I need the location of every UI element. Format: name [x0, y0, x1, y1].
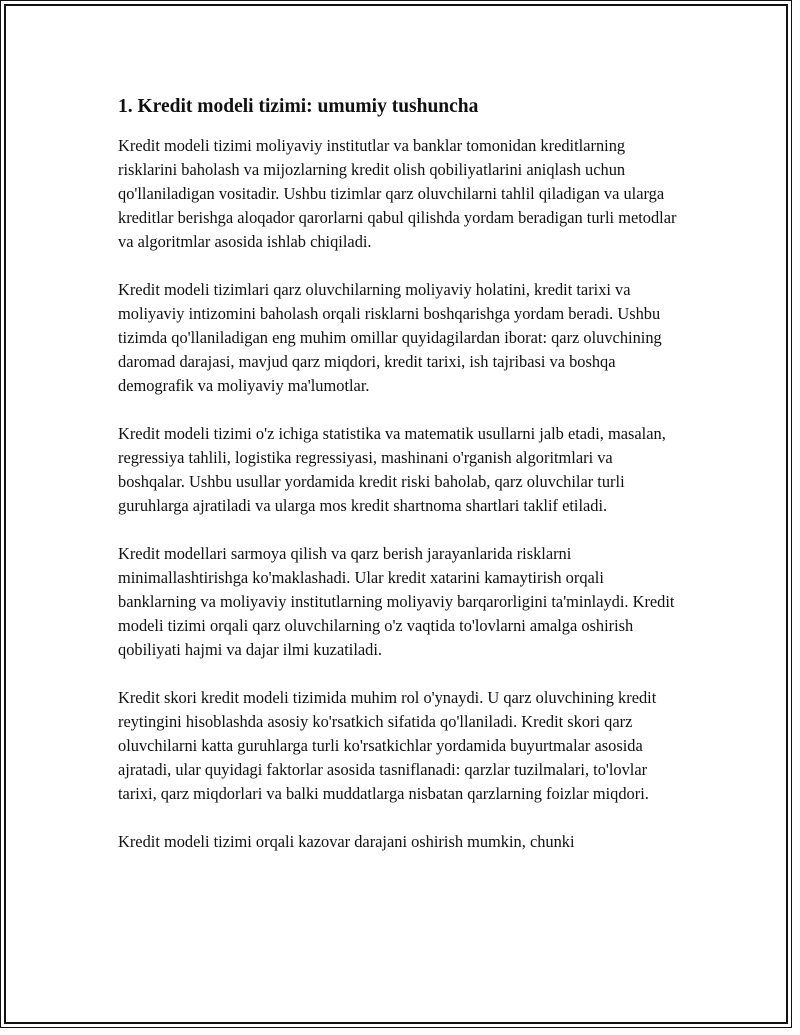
- paragraph-6: Kredit modeli tizimi orqali kazovar darajani oshirish mumkin, chunki: [118, 832, 575, 851]
- paragraph-4: Kredit modellari sarmoya qilish va qarz berish jarayanlarida risklarni minimallashtirishga ko'maklashadi. Ular kredit xatarini kamaytirish orqali banklarning va moliyaviy institutlarning moliyaviy barqarorligini ta'minlaydi. Kredit modeli tizimi orqali qarz oluvchilarning o'z vaqtida to'lovlarni amalga oshirish qobiliyati hajmi va dajar ilmi kuzatiladi.: [118, 544, 675, 659]
- section-heading: 1. Kredit modeli tizimi: umumiy tushuncha: [118, 96, 479, 117]
- paragraph-3: Kredit modeli tizimi o'z ichiga statistika va matematik usullarni jalb etadi, masalan, regressiya tahlili, logistika regressiyasi, mashinani o'rganish algoritmlari va boshqalar. Ushbu usullar yordamida kredit riski baholab, qarz oluvchilar turli guruhlarga ajratiladi va ularga mos kredit shartnoma shartlari taklif etiladi.: [118, 424, 666, 515]
- paragraph-2: Kredit modeli tizimlari qarz oluvchilarning moliyaviy holatini, kredit tarixi va moliyaviy intizomini baholash orqali risklarni boshqarishga yordam beradi. Ushbu tizimda qo'llaniladigan eng muhim omillar quyidagilardan iborat: qarz oluvchining daromad darajasi, mavjud qarz miqdori, kredit tarixi, ish tajribasi va boshqa demografik va moliyaviy ma'lumotlar.: [118, 280, 662, 395]
- paragraph-5: Kredit skori kredit modeli tizimida muhim rol o'ynaydi. U qarz oluvchining kredit reytingini hisoblashda asosiy ko'rsatkich sifatida qo'llaniladi. Kredit skori qarz oluvchilarni katta guruhlarga turli ko'rsatkichlar yordamida buyurtmalar asosida ajratadi, ular quyidagi faktorlar asosida tasniflanadi: qarzlar tuzilmalari, to'lovlar tarixi, qarz miqdorlari va balki muddatlarga nisbatan qarzlarning foizlar miqdori.: [118, 688, 657, 803]
- document-body: [118, 94, 678, 878]
- paragraph-1: Kredit modeli tizimi moliyaviy institutlar va banklar tomonidan kreditlarning risklarini baholash va mijozlarning kredit olish qobiliyatlarini aniqlash uchun qo'llaniladigan vositadir. Ushbu tizimlar qarz oluvchilarni tahlil qiladigan va ularga kreditlar berishga aloqador qarorlarni qabul qilishda yordam beradigan turli metodlar va algoritmlar asosida ishlab chiqiladi.: [118, 136, 677, 251]
